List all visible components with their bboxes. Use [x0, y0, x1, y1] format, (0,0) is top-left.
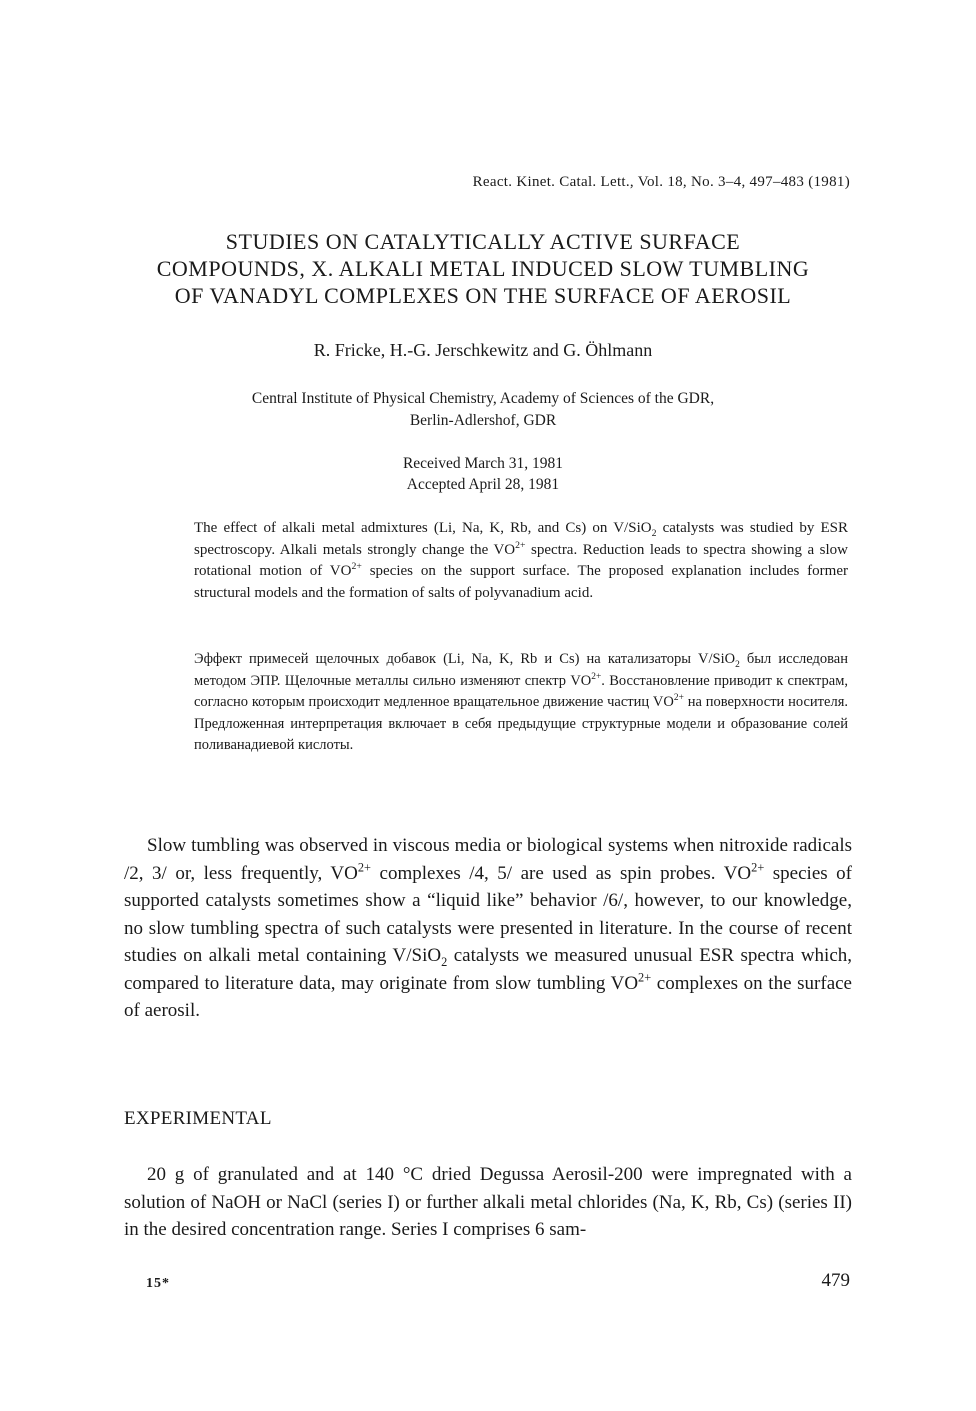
accepted-date: Accepted April 28, 1981	[406, 476, 560, 493]
intro-text-2: complexes /4, 5/ are used as spin probes. VO	[371, 862, 752, 884]
abstract-en-sup-2: 2+	[351, 561, 362, 572]
title-line-2: COMPOUNDS, X. ALKALI METAL INDUCED SLOW TUMBLING	[156, 256, 810, 281]
experimental-paragraph: 20 g of granulated and at 140 °C dried Degussa Aerosil-200 were impregnated with a solution of NaOH or NaCl (series I) or further alkali metal chlorides (Na, K, Rb, Cs) (series II) in the desired concentration range. Series I comprises 6 sam-	[124, 1164, 852, 1240]
paper-title	[100, 228, 866, 309]
received-date: Received March 31, 1981	[402, 455, 564, 472]
abstract-ru-sup-2: 2+	[673, 693, 684, 704]
abstract-ru-text-2: был исследован методом ЭПР. Щелочные металлы сильно изменяют спектр VO	[194, 651, 848, 689]
intro-sup-2: 2+	[751, 860, 765, 875]
page-number: 479	[821, 1270, 850, 1291]
affiliation	[100, 388, 866, 432]
abstract-english	[194, 518, 848, 604]
abstract-russian	[194, 649, 848, 757]
intro-sup-1: 2+	[357, 860, 371, 875]
affiliation-line-1: Central Institute of Physical Chemistry, Academy of Sciences of the GDR,	[251, 390, 715, 407]
intro-text-4: catalysts we measured unusual ESR spectra which, compared to literature data, may originate from slow tumbling VO	[124, 945, 852, 994]
dates	[100, 453, 866, 495]
authors: R. Fricke, H.-G. Jerschkewitz and G. Öhlmann	[313, 340, 653, 360]
abstract-en-text-4: species on the support surface. The proposed explanation includes former structural models and the formation of salts of polyvanadium acid.	[194, 563, 848, 601]
section-heading-experimental: EXPERIMENTAL	[124, 1108, 272, 1129]
title-line-3: OF VANADYL COMPLEXES ON THE SURFACE OF AEROSIL	[174, 283, 792, 308]
intro-sup-3: 2+	[638, 970, 652, 985]
signature-mark: 15*	[146, 1276, 170, 1291]
intro-text-5: complexes on the surface of aerosil.	[124, 972, 852, 1021]
abstract-ru-sup-1: 2+	[591, 671, 602, 682]
affiliation-line-2: Berlin-Adlershof, GDR	[409, 412, 557, 429]
journal-reference: React. Kinet. Catal. Lett., Vol. 18, No. 3–4, 497–483 (1981)	[472, 174, 850, 190]
intro-sub-1: 2	[441, 954, 448, 969]
abstract-en-text-1: The effect of alkali metal admixtures (Li, Na, K, Rb, and Cs) on V/SiO	[194, 520, 652, 536]
intro-text-1: Slow tumbling was observed in viscous media or biological systems when nitroxide radicals /2, 3/ or, less frequently, VO	[124, 835, 852, 884]
abstract-ru-text-1: Эффект примесей щелочных добавок (Li, Na, K, Rb и Cs) на катализаторы V/SiO	[194, 651, 736, 667]
abstract-ru-text-4: на поверхности носителя. Предложенная интерпретация включает в себя предыдущие структурные модели и образование солей поливанадиевой кислоты.	[194, 694, 848, 753]
abstract-en-sub-1: 2	[651, 528, 657, 539]
abstract-en-sup-1: 2+	[515, 539, 526, 551]
abstract-ru-text-3: . Восстановление приводит к спектрам, согласно которым происходит медленное вращательное движение частиц VO	[194, 672, 849, 710]
abstract-en-text-2: catalysts was studied by ESR spectroscopy. Alkali metals strongly change the VO	[194, 520, 848, 558]
abstract-en-text-3: spectra. Reduction leads to spectra showing a slow rotational motion of VO	[194, 541, 848, 579]
introduction-paragraph	[124, 832, 852, 1025]
abstract-ru-sub-1: 2	[735, 659, 740, 670]
title-line-1: STUDIES ON CATALYTICALLY ACTIVE SURFACE	[225, 229, 741, 254]
intro-text-3: species of supported catalysts sometimes show a “liquid like” behavior /6/, however, to our knowledge, no slow tumbling spectra of such catalysts were presented in literature. In the course of recent studies on alkali metal containing V/SiO	[124, 862, 852, 966]
